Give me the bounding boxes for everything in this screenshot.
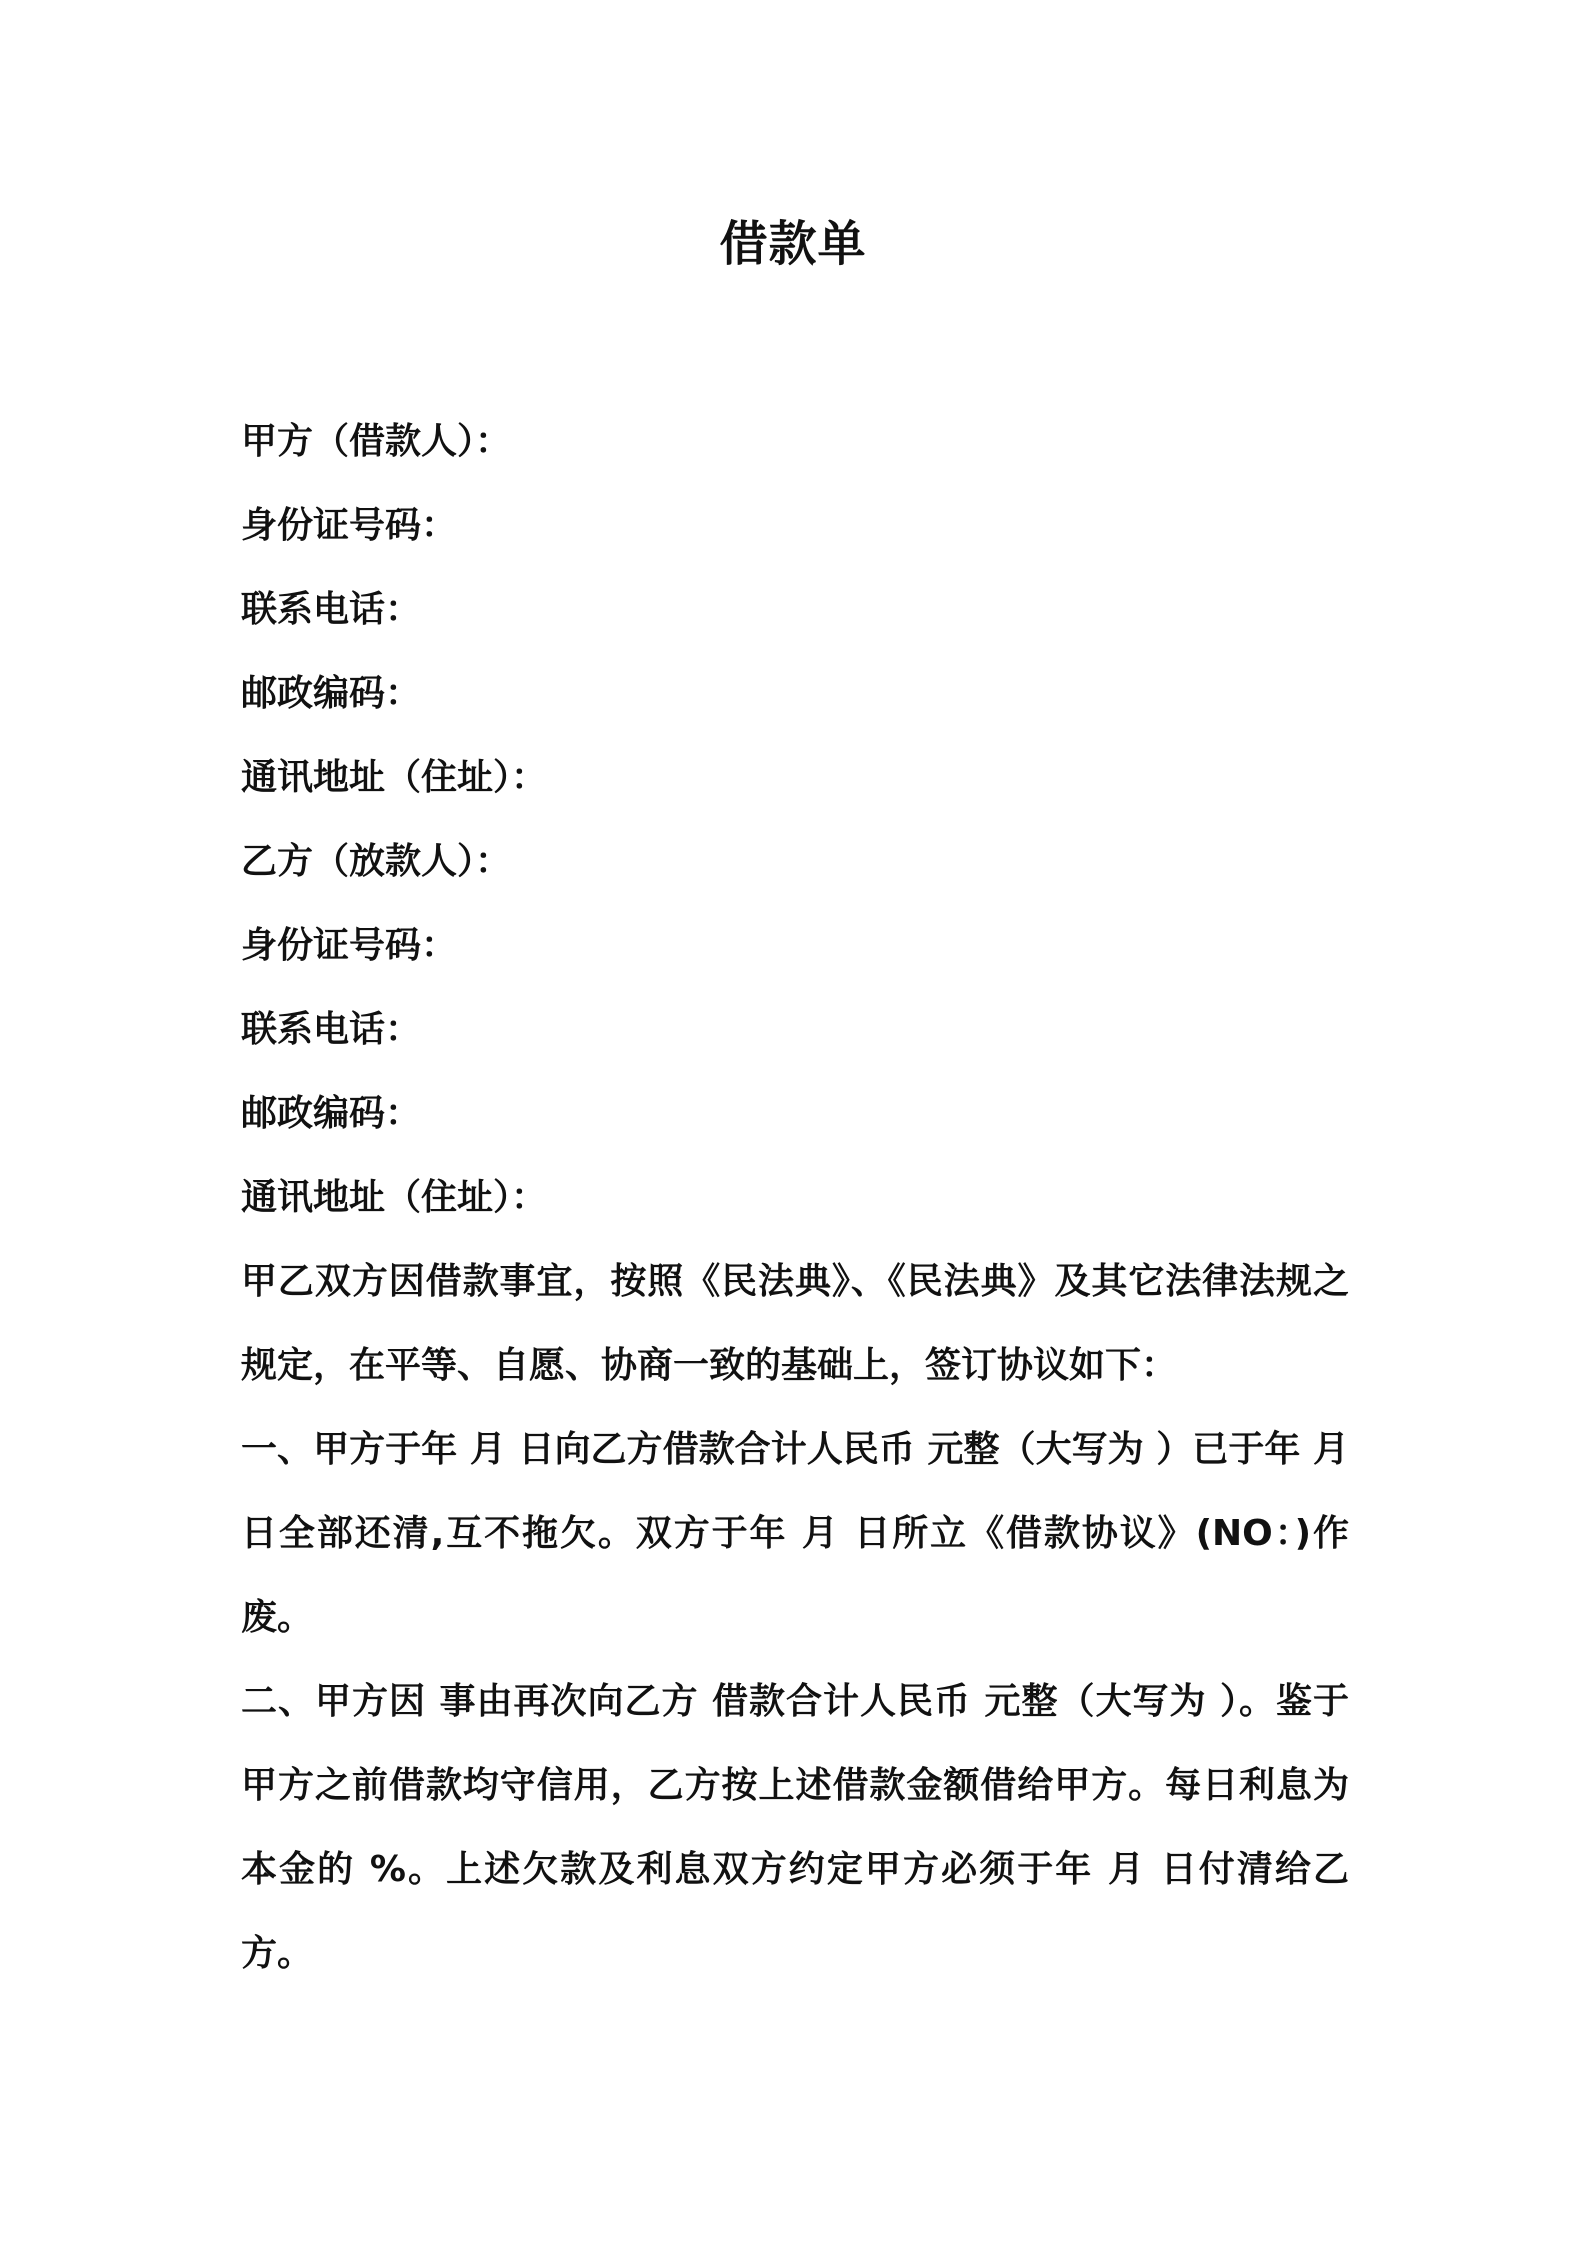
party-a-name-label: 甲方（借款人）： — [241, 421, 512, 462]
party-b-id-label: 身份证号码： — [241, 925, 458, 966]
clause-1-paragraph: 一、甲方于年 月 日向乙方借款合计人民币 元整（大写为 ）已于年 月 日全部还清,互不拖欠。双方于年 月 日所立《借款协议》(NO：)作废。 — [241, 1429, 1349, 1638]
document-body — [241, 400, 1349, 1996]
document-title: 借款单 — [719, 216, 867, 272]
party-a-id-label: 身份证号码： — [241, 505, 458, 546]
party-b-phone-label: 联系电话： — [241, 1009, 422, 1050]
party-b-address-label: 通讯地址（住址）： — [241, 1177, 548, 1218]
party-b-name-label: 乙方（放款人）： — [241, 841, 512, 882]
preamble-paragraph: 甲乙双方因借款事宜，按照《民法典》、《民法典》及其它法律法规之规定，在平等、自愿、协商一致的基础上，签订协议如下： — [241, 1261, 1349, 1386]
clause-2-paragraph: 二、甲方因 事由再次向乙方 借款合计人民币 元整（大写为 ）。鉴于甲方之前借款均守信用，乙方按上述借款金额借给甲方。每日利息为本金的 %。上述欠款及利息双方约定甲方必须于年 月 日付清给乙方。 — [241, 1681, 1349, 1974]
party-a-phone-label: 联系电话： — [241, 589, 422, 630]
party-b-postcode-label: 邮政编码： — [241, 1093, 422, 1134]
party-a-postcode-label: 邮政编码： — [241, 673, 422, 714]
party-a-address-label: 通讯地址（住址）： — [241, 757, 548, 798]
